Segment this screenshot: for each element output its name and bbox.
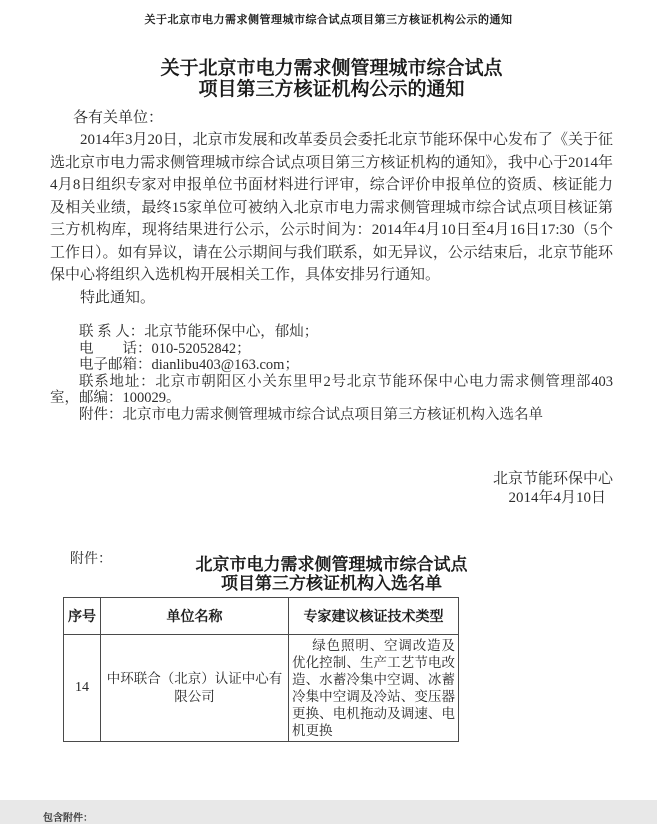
attachment-label: 附件： [70, 552, 112, 567]
attachment-reference: 附件：北京市电力需求侧管理城市综合试点项目第三方核证机构入选名单 [79, 406, 543, 423]
table-header-row [64, 598, 459, 635]
document-content [0, 58, 657, 742]
signature-date: 2014年4月10日 [508, 490, 606, 506]
table-header-name: 单位名称 [101, 598, 289, 635]
contact-address: 联系地址：北京市朝阳区小关东里甲2号北京节能环保中心电力需求侧管理部403室，邮编：100029。 [50, 373, 613, 406]
document-title-line1: 关于北京市电力需求侧管理城市综合试点 [160, 58, 503, 79]
table-cell-type: 绿色照明、空调改造及优化控制、生产工艺节电改造、水蓄冷集中空调、冰蓄冷集中空调及冷站、变压器更换、电机拖动及调速、电机更换 [289, 635, 459, 742]
contact-person: 联 系 人：北京节能环保中心，郁灿； [79, 324, 319, 340]
salutation: 各有关单位： [73, 110, 164, 126]
contact-email: 电子邮箱：dianlibu403@163.com； [79, 357, 299, 373]
footer-attachment-note: 包含附件： [43, 813, 93, 824]
attachment-section [50, 548, 613, 742]
table-header-type: 专家建议核证技术类型 [289, 598, 459, 635]
table-cell-name: 中环联合（北京）认证中心有限公司 [101, 635, 289, 742]
signature-org: 北京节能环保中心 [492, 471, 613, 487]
document-title [50, 58, 613, 100]
table-row [64, 635, 459, 742]
attachment-title [50, 548, 613, 593]
table-cell-no: 14 [64, 635, 101, 742]
contact-phone: 电 话：010-52052842； [79, 340, 251, 357]
attachment-title-line2: 项目第三方核证机构入选名单 [221, 574, 442, 593]
table-header-no: 序号 [64, 598, 101, 635]
signature-block [50, 470, 613, 508]
body-paragraph-main: 2014年3月20日，北京市发展和改革委员会委托北京节能环保中心发布了《关于征选北京市电力需求侧管理城市综合试点项目第三方核证机构的通知》，我中心于2014年4月8日组织专家对申报单位书面材料进行评审，综合评价申报单位的资质、核证能力及相关业绩，最终15家单位可被纳入北京市电力需求侧管理城市综合试点项目核证第三方机构库，现将结果进行公示，公示时间为：2014年4月10日至4月16日17:30（5个工作日）。如有异议，请在公示期间与我们联系，如无异议，公示结束后，北京节能环保中心将组织入选机构开展相关工作，具体安排另行通知。 [50, 132, 613, 283]
body-paragraph-closing: 特此通知。 [80, 289, 156, 306]
page-header-line: 关于北京市电力需求侧管理城市综合试点项目第三方核证机构公示的通知 [144, 14, 513, 26]
document-title-line2: 项目第三方核证机构公示的通知 [198, 79, 465, 100]
contact-block [50, 324, 613, 423]
verification-institution-table [63, 597, 459, 742]
attachment-title-line1: 北京市电力需求侧管理城市综合试点 [195, 555, 468, 574]
